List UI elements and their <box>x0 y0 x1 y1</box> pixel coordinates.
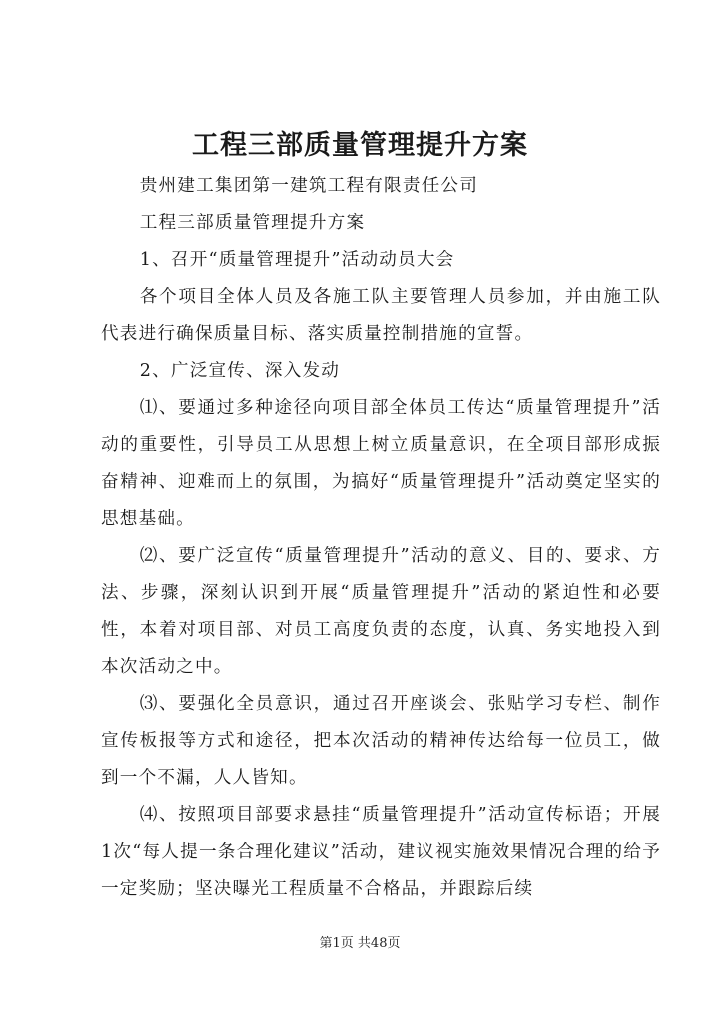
paragraph-heading-2: 2、广泛宣传、深入发动 <box>139 361 341 381</box>
page-footer: 第1页 共48页 <box>319 936 401 951</box>
paragraph-body-1: 各个项目全体人员及各施工队主要管理人员参加，并由施工队代表进行确保质量目标、落实质量控制措施的宣誓。 <box>101 287 661 344</box>
paragraph-heading-1: 1、召开“质量管理提升”活动动员大会 <box>139 250 455 270</box>
paragraph-item-2: ⑵、要广泛宣传“质量管理提升”活动的意义、目的、要求、方法、步骤，深刻认识到开展“质量管理提升”活动的紧迫性和必要性，本着对项目部、对员工高度负责的态度，认真、务实地投入到本次活动之中。 <box>101 546 661 677</box>
paragraph-item-4: ⑷、按照项目部要求悬挂“质量管理提升”活动宣传标语；开展1次“每人提一条合理化建议”活动，建议视实施效果情况合理的给予一定奖励；坚决曝光工程质量不合格品，并跟踪后续 <box>101 805 661 899</box>
document-title: 工程三部质量管理提升方案 <box>192 130 528 161</box>
paragraph-subtitle: 工程三部质量管理提升方案 <box>139 213 366 233</box>
paragraph-item-3: ⑶、要强化全员意识，通过召开座谈会、张贴学习专栏、制作宣传板报等方式和途径，把本次活动的精神传达给每一位员工，做到一个不漏，人人皆知。 <box>101 694 661 788</box>
document-body <box>101 168 661 908</box>
paragraph-company: 贵州建工集团第一建筑工程有限责任公司 <box>139 176 479 196</box>
paragraph-item-1: ⑴、要通过多种途径向项目部全体员工传达“质量管理提升”活动的重要性，引导员工从思想上树立质量意识，在全项目部形成振奋精神、迎难而上的氛围，为搞好“质量管理提升”活动奠定坚实的思想基础。 <box>101 398 661 529</box>
